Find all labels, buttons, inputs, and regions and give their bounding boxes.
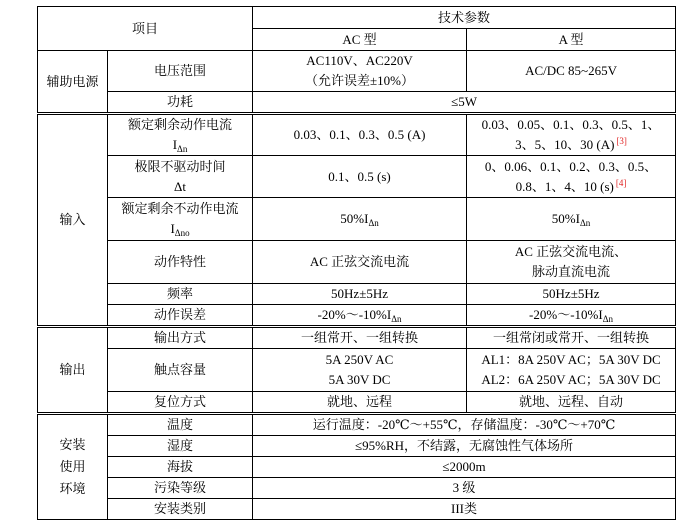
item-label: 动作误差 [154,307,207,322]
category-label: 输入 [59,212,86,227]
item-label: 海拔 [167,459,194,474]
symbol-main: I [172,137,178,152]
characteristic-a-value [467,241,676,284]
reset-ac-value [253,392,467,414]
error-a-value [467,305,676,327]
contact-a-value [467,349,676,392]
item-pollution-degree [108,478,253,499]
category-label-line: 使用 [59,459,86,474]
output-mode-ac-value [253,327,467,349]
contact-ac-value [253,349,467,392]
value-text: 0.1、0.5 (s) [328,168,391,184]
value-line: 5A 250V AC [325,352,394,367]
voltage-a-value [467,51,676,92]
value-text: 50Hz±5Hz [331,286,388,301]
item-label: 湿度 [167,438,194,453]
item-frequency [108,284,253,305]
value-line: AC110V、AC220V [306,53,413,68]
value-text: ≤2000m [442,459,486,474]
item-voltage-range [108,51,253,92]
item-symbol: Δt [174,178,186,194]
power-consumption-value [253,92,676,114]
header-a-type: A 型 [558,31,584,47]
value-text: 3、5、10、30 (A) [515,137,615,152]
value-line: 0.03、0.05、0.1、0.3、0.5、1、 [481,117,661,132]
value-text: 一组常闭或常开、一组转换 [493,330,650,345]
spec-table [37,6,676,520]
value-text: 就地、远程 [327,394,393,409]
value-text: 0.03、0.1、0.3、0.5 (A) [293,127,426,142]
value-line: 5A 30V DC [328,372,391,387]
item-label: 温度 [167,417,194,432]
item-rated-residual-current [108,114,253,156]
rated-residual-a-value [467,114,676,156]
rated-non-op-ac-value [253,198,467,241]
category-label-line: 安装 [59,437,86,452]
temperature-value [253,414,676,436]
value-text: 一组常开、一组转换 [301,330,419,345]
item-rated-non-operating-current [108,198,253,241]
item-label: 额定剩余动作电流 [128,117,233,132]
value-line: AL2：6A 250V AC；5A 30V DC [481,372,661,387]
item-label: 动作特性 [154,254,207,269]
pollution-degree-value [253,478,676,499]
reset-a-value [467,392,676,414]
value-text: 3 级 [452,480,476,495]
header-item-cell [38,7,253,51]
item-altitude [108,457,253,478]
row-temperature [38,414,676,436]
category-input [38,114,108,327]
item-power-consumption [108,92,253,114]
value-line: AC 正弦交流电流、 [514,244,628,259]
item-symbol [110,135,250,155]
row-output-mode [38,327,676,349]
category-label: 输出 [59,362,86,377]
item-label: 输出方式 [154,330,207,345]
item-operating-error [108,305,253,327]
value-line: （允许误差±10%） [305,73,414,88]
item-symbol [110,219,250,239]
value-text: 50%I [551,211,580,226]
item-label: 频率 [167,286,194,301]
item-label: 额定剩余不动作电流 [121,201,239,216]
humidity-value [253,436,676,457]
row-power-consumption [38,92,676,114]
error-ac-value [253,305,467,327]
output-mode-a-value [467,327,676,349]
header-item: 项目 [132,20,159,36]
header-tech-params: 技术参数 [438,9,491,25]
value-subscript: Δn [391,314,402,324]
item-installation-category [108,499,253,520]
symbol-subscript: Δn [177,144,188,154]
value-text: ≤5W [451,94,477,109]
frequency-a-value [467,284,676,305]
row-voltage-range [38,51,676,92]
category-environment [38,414,108,520]
row-humidity [38,436,676,457]
header-tech-params-cell [253,7,676,29]
header-a-type-cell [467,29,676,51]
item-humidity [108,436,253,457]
symbol-main: I [170,221,175,236]
voltage-ac-value [253,51,467,92]
item-label: 复位方式 [154,394,207,409]
value-line: 0、0.06、0.1、0.2、0.3、0.5、 [484,158,658,174]
footnote-ref[interactable]: [4] [615,177,627,188]
value-text: AC 正弦交流电流 [309,254,410,269]
category-label-line: 环境 [59,481,86,496]
item-label: 电压范围 [154,63,207,78]
value-text: 运行温度：-20℃～+55℃，存储温度：-30℃～+70℃ [312,417,616,432]
row-contact-capacity [38,349,676,392]
row-reset-mode [38,392,676,414]
row-operating-error [38,305,676,327]
footnote-ref[interactable]: [3] [616,136,627,146]
item-limit-time [108,156,253,198]
frequency-ac-value [253,284,467,305]
item-temperature [108,414,253,436]
value-text: 0.8、1、4、10 (s) [515,178,614,194]
altitude-value [253,457,676,478]
header-row-1 [38,7,676,29]
characteristic-ac-value [253,241,467,284]
category-output [38,327,108,414]
rated-residual-ac-value [253,114,467,156]
item-label: 污染等级 [154,480,207,495]
value-text: 50%I [340,211,369,226]
item-contact-capacity [108,349,253,392]
item-operating-characteristic [108,241,253,284]
category-aux-power [38,51,108,114]
item-output-mode [108,327,253,349]
header-ac-type: AC 型 [342,31,377,47]
item-label: 触点容量 [154,362,207,377]
rated-non-op-a-value [467,198,676,241]
value-text: ≤95%RH，不结露，无腐蚀性气体场所 [355,438,574,453]
value-line [469,135,673,155]
row-frequency [38,284,676,305]
row-operating-characteristic [38,241,676,284]
row-limit-time [38,156,676,198]
category-label: 辅助电源 [46,73,99,89]
value-subscript: Δn [368,218,379,228]
row-installation-category [38,499,676,520]
value-text: AC/DC 85~265V [525,63,617,78]
value-subscript: Δn [579,218,591,228]
row-pollution-degree [38,478,676,499]
value-subscript: Δn [602,314,613,324]
value-text: 50Hz±5Hz [542,286,600,301]
item-label: 安装类别 [154,501,207,516]
item-label: 功耗 [167,94,194,109]
value-text: -20%～-10%I [317,307,392,322]
value-text: III类 [451,501,478,516]
row-altitude [38,457,676,478]
value-line [469,177,673,197]
header-ac-type-cell [253,29,467,51]
row-rated-non-operating-current [38,198,676,241]
item-reset-mode [108,392,253,414]
value-text: -20%～-10%I [529,307,603,322]
symbol-subscript: Δno [174,228,190,238]
installation-category-value [253,499,676,520]
row-rated-residual-current [38,114,676,156]
value-text: 就地、远程、自动 [519,394,624,409]
item-label: 极限不驱动时间 [134,158,226,174]
limit-time-a-value [467,156,676,198]
value-line: AL1：8A 250V AC；5A 30V DC [481,352,661,367]
value-line: 脉动直流电流 [532,264,611,279]
limit-time-ac-value [253,156,467,198]
